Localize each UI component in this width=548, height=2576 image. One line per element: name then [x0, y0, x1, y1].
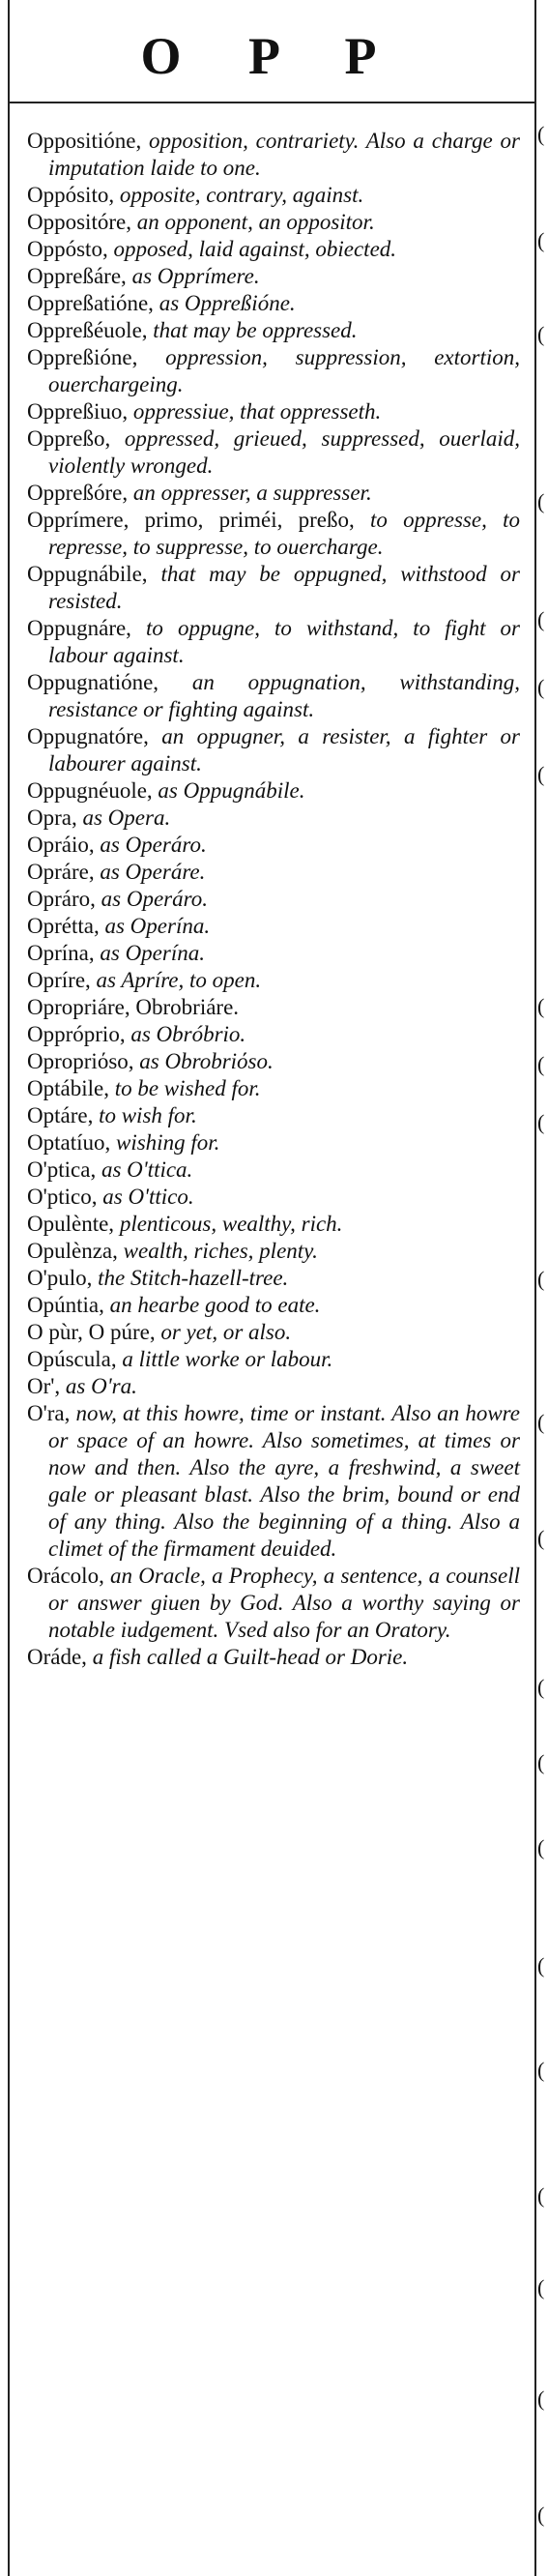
dictionary-entry	[27, 1644, 520, 1671]
entry-definition: that may be oppressed.	[147, 318, 358, 342]
entry-definition: that may be oppugned, withstood or resisted.	[48, 562, 520, 613]
entry-headword: Oppugnábile,	[27, 562, 148, 586]
entry-definition: as O'ttico.	[97, 1185, 194, 1209]
entry-headword: Oppósto,	[27, 237, 108, 261]
entry-definition: oppressed, grieued, suppressed, ouerlaid, violently wronged.	[48, 426, 520, 478]
margin-glyph: (	[537, 1953, 545, 1977]
entry-headword: Optábile,	[27, 1076, 109, 1100]
header-rule	[10, 102, 534, 103]
entry-definition: to be wished for.	[108, 1076, 261, 1100]
dictionary-entry	[27, 832, 520, 859]
dictionary-entry	[27, 967, 520, 994]
entry-headword: O'ptico,	[27, 1185, 98, 1209]
margin-glyph: (	[537, 322, 545, 346]
margin-glyph: (	[537, 1110, 545, 1134]
margin-glyph: (	[537, 2386, 545, 2411]
margin-glyph: (	[537, 1052, 545, 1076]
dictionary-entry	[27, 886, 520, 913]
dictionary-entry	[27, 913, 520, 940]
dictionary-entry	[27, 723, 520, 777]
dictionary-entry	[27, 1102, 520, 1129]
entry-definition: as Obrobriόso.	[133, 1049, 274, 1073]
dictionary-entry	[27, 1319, 520, 1346]
margin-glyph: (	[537, 762, 545, 786]
dictionary-entry	[27, 1021, 520, 1048]
dictionary-entry	[27, 805, 520, 832]
entry-headword: Oppugnatóre,	[27, 724, 149, 748]
entry-headword: Oprétta,	[27, 914, 100, 938]
entry-headword: Oppreßatióne,	[27, 291, 154, 315]
entry-definition: as Opera.	[76, 805, 171, 830]
entry-definition: as O'ra.	[60, 1374, 137, 1398]
entry-headword: Optatíuo,	[27, 1130, 111, 1155]
margin-glyph: (	[537, 2058, 545, 2082]
dictionary-entry	[27, 615, 520, 669]
entry-headword: Opulènte,	[27, 1212, 115, 1236]
entry-headword: Opráio,	[27, 833, 95, 857]
dictionary-entry	[27, 507, 520, 561]
dictionary-entry	[27, 940, 520, 967]
entry-definition: a little worke or labour.	[116, 1347, 333, 1371]
dictionary-entry	[27, 1373, 520, 1400]
entry-definition: an hearbe good to eate.	[103, 1293, 321, 1317]
entry-headword: Oppreßióne,	[27, 345, 138, 369]
dictionary-entry	[27, 859, 520, 886]
entry-definition: or yet, or also.	[155, 1320, 292, 1344]
entry-headword: Oppugnáre,	[27, 616, 131, 640]
entry-definition: as Operáro.	[94, 833, 207, 857]
margin-glyph: (	[537, 489, 545, 513]
entry-headword: Oppugnéuole,	[27, 778, 153, 803]
dictionary-entry	[27, 1211, 520, 1238]
entry-headword: Opúntia,	[27, 1293, 104, 1317]
dictionary-entry	[27, 1346, 520, 1373]
entry-definition: as Operáro.	[95, 887, 208, 911]
entry-definition: plenticous, wealthy, rich.	[114, 1212, 343, 1236]
dictionary-entry	[27, 1156, 520, 1184]
entry-headword: O'ra,	[27, 1401, 71, 1425]
entry-definition: an oppresser, a suppresser.	[128, 481, 372, 505]
entry-definition: to oppugne, to withstand, to fight or labour against.	[48, 616, 520, 667]
dictionary-entry	[27, 480, 520, 507]
dictionary-entry	[27, 1075, 520, 1102]
entry-definition: oppression, suppression, extortion, ouerchargeing.	[48, 345, 520, 396]
entry-headword: Oppositóre,	[27, 210, 131, 234]
dictionary-entry	[27, 128, 520, 182]
dictionary-entry	[27, 236, 520, 263]
margin-glyph: (	[537, 1835, 545, 1859]
entry-definition: the Stitch-hazell-tree.	[92, 1266, 289, 1290]
dictionary-entry	[27, 1184, 520, 1211]
entry-definition: as Oppugnábile.	[152, 778, 305, 803]
dictionary-entry	[27, 1292, 520, 1319]
entry-definition: an oppugnation, withstanding, resistance or fighting against.	[48, 670, 520, 721]
margin-glyph: (	[537, 2275, 545, 2299]
entry-headword: Opúscula,	[27, 1347, 117, 1371]
dictionary-entry	[27, 777, 520, 805]
entry-definition: a fish called a Guilt-head or Dorie.	[86, 1645, 409, 1669]
margin-glyph: (	[537, 607, 545, 631]
dictionary-entry	[27, 290, 520, 317]
margin-glyph: (	[537, 1410, 545, 1434]
dictionary-entry	[27, 561, 520, 615]
entry-headword: Oppósito,	[27, 183, 115, 207]
entry-definition: as Opprímere.	[126, 264, 260, 288]
entry-headword: Oppreßáre,	[27, 264, 127, 288]
margin-glyph: (	[537, 1750, 545, 1774]
entry-headword: Opropriáre, Obrobriáre.	[27, 995, 240, 1019]
entry-headword: Oppróprio,	[27, 1022, 126, 1046]
entry-definition: to oppresse, to represse, to suppresse, to ouercharge.	[48, 508, 520, 559]
next-column-edge	[537, 0, 548, 2576]
dictionary-entry	[27, 1265, 520, 1292]
dictionary-entry	[27, 344, 520, 398]
dictionary-entry	[27, 1238, 520, 1265]
entry-definition: an opponent, an oppositor.	[130, 210, 375, 234]
entry-definition: wealth, riches, plenty.	[117, 1239, 318, 1263]
left-column-rule	[8, 0, 10, 2576]
dictionary-entry	[27, 1048, 520, 1075]
entry-definition: oppressiue, that oppresseth.	[128, 399, 382, 424]
entry-definition: as Apríre, to open.	[90, 968, 262, 992]
entry-headword: Opulènza,	[27, 1239, 118, 1263]
margin-glyph: (	[537, 1675, 545, 1699]
entry-headword: Or',	[27, 1374, 61, 1398]
entry-headword: Oppugnatióne,	[27, 670, 159, 694]
entry-definition: as Obróbrio.	[125, 1022, 246, 1046]
dictionary-entry	[27, 669, 520, 723]
dictionary-entry	[27, 1129, 520, 1156]
margin-glyph: (	[537, 228, 545, 252]
dictionary-entry	[27, 398, 520, 425]
entry-definition: as Operína.	[99, 914, 211, 938]
entry-headword: Opríre,	[27, 968, 91, 992]
entry-headword: Opráre,	[27, 860, 95, 884]
entry-definition: as Operína.	[94, 941, 205, 965]
dictionary-entry	[27, 182, 520, 209]
dictionary-entry	[27, 263, 520, 290]
entry-headword: Oppreßo,	[27, 426, 111, 451]
entry-headword: Opropriόso,	[27, 1049, 134, 1073]
entry-definition: to wish for.	[93, 1103, 197, 1127]
entry-definition: opposite, contrary, against.	[114, 183, 364, 207]
entry-headword: Opráro,	[27, 887, 96, 911]
right-column-rule	[534, 0, 536, 2576]
entry-headword: Oráde,	[27, 1645, 87, 1669]
entry-headword: O'ptica,	[27, 1157, 97, 1182]
dictionary-entry	[27, 1400, 520, 1563]
entry-headword: Oprína,	[27, 941, 95, 965]
margin-glyph: (	[537, 994, 545, 1018]
entry-definition: as Operáre.	[94, 860, 206, 884]
entry-headword: Oppreßéuole,	[27, 318, 148, 342]
entry-list	[27, 128, 520, 1671]
dictionary-entry	[27, 317, 520, 344]
margin-glyph: (	[537, 2183, 545, 2208]
entry-definition: as Oppreßióne.	[153, 291, 296, 315]
entry-headword: Oppreßóre,	[27, 481, 129, 505]
margin-glyph: (	[537, 675, 545, 699]
entry-definition: an Oracle, a Prophecy, a sentence, a counsell or answer giuen by God. Also a worthy saying or notable iudgement. Vsed also for an Oratory.	[48, 1564, 520, 1642]
margin-glyph: (	[537, 122, 545, 146]
entry-headword: Oppreßiuo,	[27, 399, 129, 424]
entry-headword: Opprímere, primo, priméi, preßo,	[27, 508, 355, 532]
entry-definition: now, at this howre, time or instant. Also an howre or space of an howre. Also sometimes, at times or now and then. Also the ayre, a freshwind, a sweet gale or pleasant blast. Also the brim, bound or end of any thing. Also the beginning of a thing. Also a climet of the firmament deuided.	[48, 1401, 520, 1561]
dictionary-entry	[27, 209, 520, 236]
entry-definition: an oppugner, a resister, a fighter or labourer against.	[48, 724, 520, 776]
page-header	[10, 0, 534, 112]
entry-headword: Optáre,	[27, 1103, 94, 1127]
entry-definition: opposition, contrariety. Also a charge or imputation laide to one.	[48, 129, 520, 180]
margin-glyph: (	[537, 1267, 545, 1291]
entry-headword: O'pulo,	[27, 1266, 93, 1290]
entry-headword: O pùr, O púre,	[27, 1320, 156, 1344]
entry-definition: as O'ttica.	[96, 1157, 193, 1182]
margin-glyph: (	[537, 1526, 545, 1550]
entry-headword: Orácolo,	[27, 1564, 104, 1588]
dictionary-entry	[27, 994, 520, 1021]
entry-definition: wishing for.	[110, 1130, 220, 1155]
entry-headword: Opra,	[27, 805, 77, 830]
margin-glyph: (	[537, 2503, 545, 2527]
dictionary-entry	[27, 1563, 520, 1644]
running-head: O P P	[140, 27, 404, 85]
dictionary-entry	[27, 425, 520, 480]
entry-headword: Oppositióne,	[27, 129, 142, 153]
entry-definition: opposed, laid against, obiected.	[107, 237, 397, 261]
